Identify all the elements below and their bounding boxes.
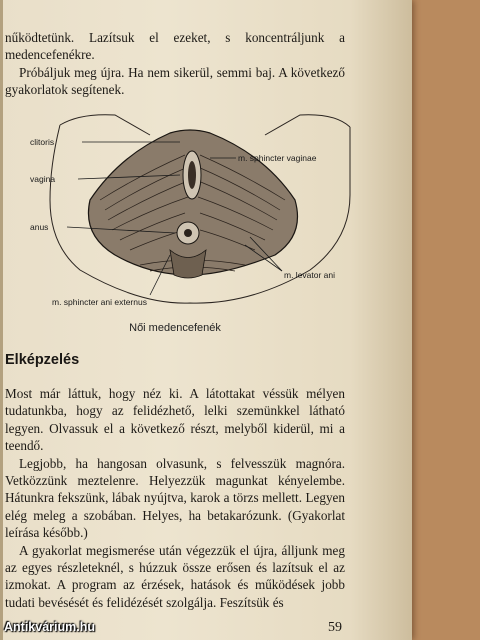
pelvic-floor-diagram [20, 105, 360, 320]
body-text-block [5, 385, 345, 611]
paragraph-2: Legjobb, ha hangosan olvasunk, s felvesszük magnóra. Vetközzünk meztelenre. Helyezzük magunkat kényelembe. Hátunkra fekszünk, lábak nyújtva, karok a törzs mellett. Legyen elég meleg a szobában. Helyes, ha betakarózunk. (Gyakorlat leírása később.) [5, 455, 345, 541]
label-levator-ani: m. levator ani [284, 270, 336, 280]
page-number: 59 [328, 620, 342, 635]
paragraph-continued: nűködtetünk. Lazítsuk el ezeket, s koncentráljunk a medencefenékre. [5, 30, 345, 63]
page-gutter [0, 0, 3, 640]
section-heading: Elképzelés [5, 352, 80, 368]
label-vagina: vagina [30, 174, 56, 184]
top-text-block [5, 29, 345, 99]
watermark: Antikvárium.hu [4, 620, 95, 634]
label-sphincter-vaginae: m. sphincter vaginae [238, 153, 317, 163]
paragraph-retry: Próbáljuk meg újra. Ha nem sikerül, semmi baj. A következő gyakorlatok segítenek. [5, 64, 345, 98]
paragraph-1: Most már láttuk, hogy néz ki. A látottakat véssük mélyen tudatunkba, hogy az felidézhető, lelki szemünkkel látható legyen. Olvassuk el a következő részt, melyből kiderül, mi a teendő. [5, 386, 345, 454]
figure-caption: Női medencefenék [129, 322, 221, 334]
label-sphincter-ani-externus: m. sphincter ani externus [52, 297, 147, 307]
label-anus: anus [30, 222, 49, 232]
label-clitoris: clitoris [30, 137, 55, 147]
paragraph-3: A gyakorlat megismerése után végezzük el újra, álljunk meg az egyes részleteknél, s húzzuk össze erősen és lazítsuk el az izmokat. A program az érzések, hatások és működések jobb tudati bevésését és felidézését szolgálja. Feszítsük és [5, 542, 345, 610]
